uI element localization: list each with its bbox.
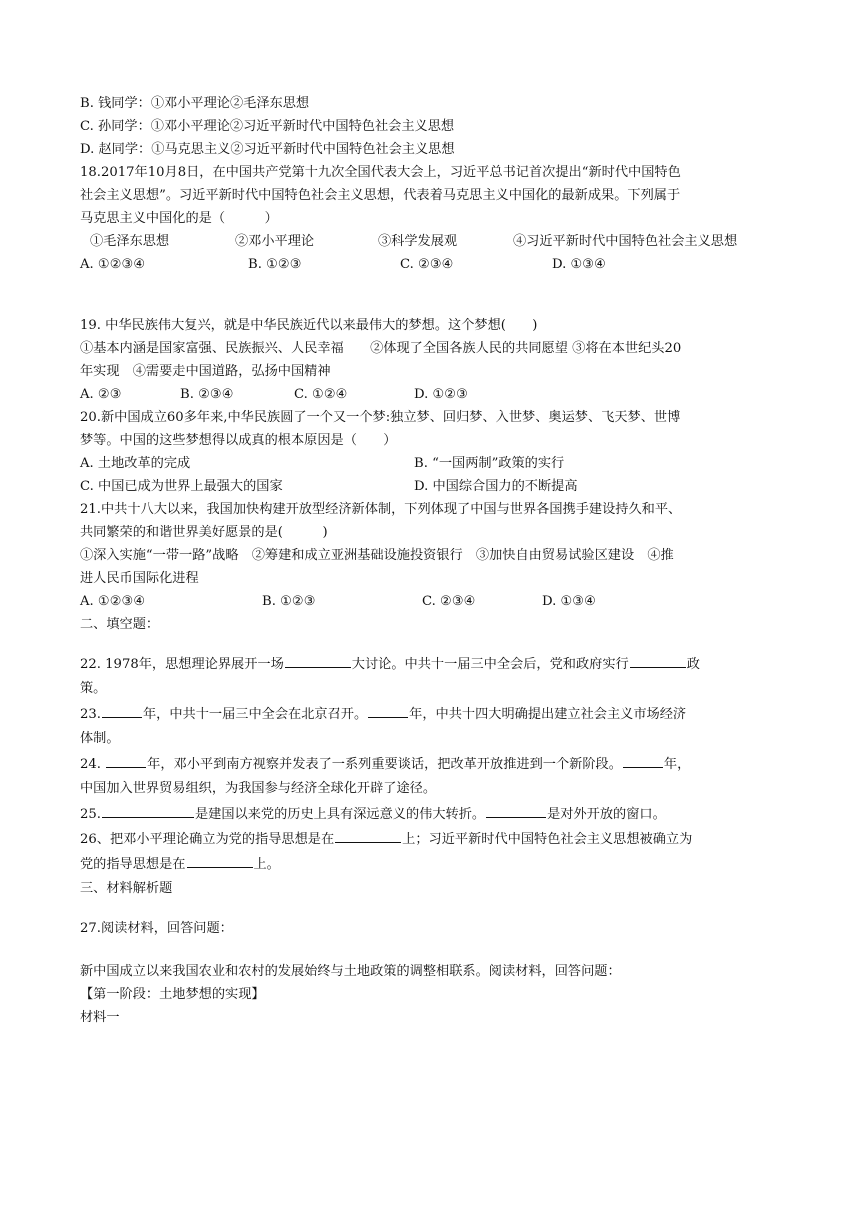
- q21-option: B. ①②③: [262, 594, 316, 609]
- q27-intro: 新中国成立以来我国农业和农村的发展始终与土地政策的调整相联系。阅读材料，回答问题：: [80, 964, 621, 979]
- q21-option: D. ①③④: [542, 594, 596, 609]
- q18-option: B. ①②③: [248, 257, 302, 272]
- q22-text: 大讨论。中共十一届三中全会后，党和政府实行: [351, 657, 629, 672]
- q23-text: 年，中共十一届三中全会在北京召开。: [142, 707, 368, 722]
- q17-option-b: B. 钱同学：①邓小平理论②毛泽东思想: [80, 96, 310, 111]
- q26-text: 党的指导思想是在: [80, 857, 186, 872]
- q19-option: B. ②③④: [180, 387, 234, 402]
- q21-stem-line4: 进人民币国际化进程: [80, 571, 199, 586]
- section-heading-fill-in: 二、填空题：: [80, 617, 160, 632]
- q19-stem-line3: 年实现 ④需要走中国道路，弘扬中国精神: [80, 364, 331, 379]
- q25-text: 是建国以来党的历史上具有深远意义的伟大转折。: [194, 807, 486, 822]
- q20-option: D. 中国综合国力的不断提高: [414, 479, 578, 494]
- answer-blank[interactable]: [368, 702, 408, 718]
- q18-item: ③科学发展观: [378, 234, 458, 249]
- q26-line2: [80, 852, 280, 876]
- answer-blank[interactable]: [630, 652, 686, 668]
- answer-blank[interactable]: [102, 702, 142, 718]
- q21-option: A. ①②③④: [80, 594, 146, 609]
- answer-blank[interactable]: [623, 752, 663, 768]
- q24-text: 24.: [80, 757, 106, 772]
- q20-option: A. 土地改革的完成: [80, 456, 191, 471]
- answer-blank[interactable]: [106, 752, 146, 768]
- q19-option: A. ②③: [80, 387, 122, 402]
- q25-text: 是对外开放的窗口。: [547, 807, 666, 822]
- q25-line: [80, 802, 666, 826]
- q22-text: 政: [686, 657, 700, 672]
- q18-stem-line3: 马克思主义中国化的是（ ）: [80, 211, 278, 226]
- answer-blank[interactable]: [187, 852, 253, 868]
- q27-stage1-heading: 【第一阶段：土地梦想的实现】: [80, 987, 265, 1002]
- q26-text: 26、把邓小平理论确立为党的指导思想是在: [80, 832, 335, 847]
- answer-blank[interactable]: [335, 827, 401, 843]
- q21-stem-line1: 21.中共十八大以来，我国加快构建开放型经济新体制，下列体现了中国与世界各国携手建设持久和平、: [80, 502, 682, 517]
- q27-material1-label: 材料一: [80, 1010, 120, 1025]
- q19-stem-line2: ①基本内涵是国家富强、民族振兴、人民幸福 ②体现了全国各族人民的共同愿望 ③将在本世纪头20: [80, 341, 682, 356]
- q18-stem-line2: 社会主义思想”。习近平新时代中国特色社会主义思想，代表着马克思主义中国化的最新成果。下列属于: [80, 188, 681, 203]
- q18-option: D. ①③④: [552, 257, 606, 272]
- q23-text: 23.: [80, 707, 101, 722]
- q24-line2: 中国加入世界贸易组织，为我国参与经济全球化开辟了途径。: [80, 781, 437, 796]
- q20-option: B. “一国两制”政策的实行: [414, 456, 565, 471]
- q20-option: C. 中国已成为世界上最强大的国家: [80, 479, 283, 494]
- q26-text: 上；习近平新时代中国特色社会主义思想被确立为: [402, 832, 693, 847]
- section-heading-material: 三、材料解析题: [80, 881, 173, 896]
- q18-option: A. ①②③④: [80, 257, 146, 272]
- q24-text: 年，: [663, 757, 691, 772]
- q18-item: ②邓小平理论: [235, 234, 315, 249]
- answer-blank[interactable]: [102, 802, 194, 818]
- q17-option-d: D. 赵同学：①马克思主义②习近平新时代中国特色社会主义思想: [80, 142, 455, 157]
- q21-option: C. ②③④: [422, 594, 476, 609]
- q19-option: D. ①②③: [414, 387, 468, 402]
- q23-text: 年，中共十四大明确提出建立社会主义市场经济: [409, 707, 687, 722]
- q25-text: 25.: [80, 807, 101, 822]
- q24-text: 年，邓小平到南方视察并发表了一系列重要谈话，把改革开放推进到一个新阶段。: [147, 757, 622, 772]
- q20-stem-line1: 20.新中国成立60多年来,中华民族圆了一个又一个梦:独立梦、回归梦、入世梦、奥运梦、飞天梦、世博: [80, 410, 681, 425]
- q19-stem-line1: 19. 中华民族伟大复兴，就是中华民族近代以来最伟大的梦想。这个梦想( ): [80, 318, 538, 333]
- q19-option: C. ①②④: [294, 387, 348, 402]
- q27-title: 27.阅读材料，回答问题：: [80, 921, 233, 936]
- q18-item: ④习近平新时代中国特色社会主义思想: [513, 234, 738, 249]
- q22-line1: [80, 652, 700, 676]
- q24-line1: [80, 752, 690, 776]
- answer-blank[interactable]: [285, 652, 351, 668]
- q18-option: C. ②③④: [400, 257, 454, 272]
- q26-line1: [80, 827, 692, 851]
- q21-stem-line2: 共同繁荣的和谐世界美好愿景的是( ): [80, 525, 328, 540]
- q23-line2: 体制。: [80, 731, 120, 746]
- answer-blank[interactable]: [486, 802, 546, 818]
- q21-stem-line3: ①深入实施“一带一路”战略 ②筹建和成立亚洲基础设施投资银行 ③加快自由贸易试验区建设 ④推: [80, 548, 674, 563]
- q23-line1: [80, 702, 686, 726]
- q26-text: 上。: [253, 857, 280, 872]
- q18-stem-line1: 18.2017年10月8日，在中国共产党第十九次全国代表大会上，习近平总书记首次提出“新时代中国特色: [80, 165, 681, 180]
- q18-item: ①毛泽东思想: [90, 234, 170, 249]
- q20-stem-line2: 梦等。中国的这些梦想得以成真的根本原因是（ ）: [80, 433, 397, 448]
- q22-line2: 策。: [80, 681, 107, 696]
- q22-text: 22. 1978年，思想理论界展开一场: [80, 657, 284, 672]
- q17-option-c: C. 孙同学：①邓小平理论②习近平新时代中国特色社会主义思想: [80, 119, 455, 134]
